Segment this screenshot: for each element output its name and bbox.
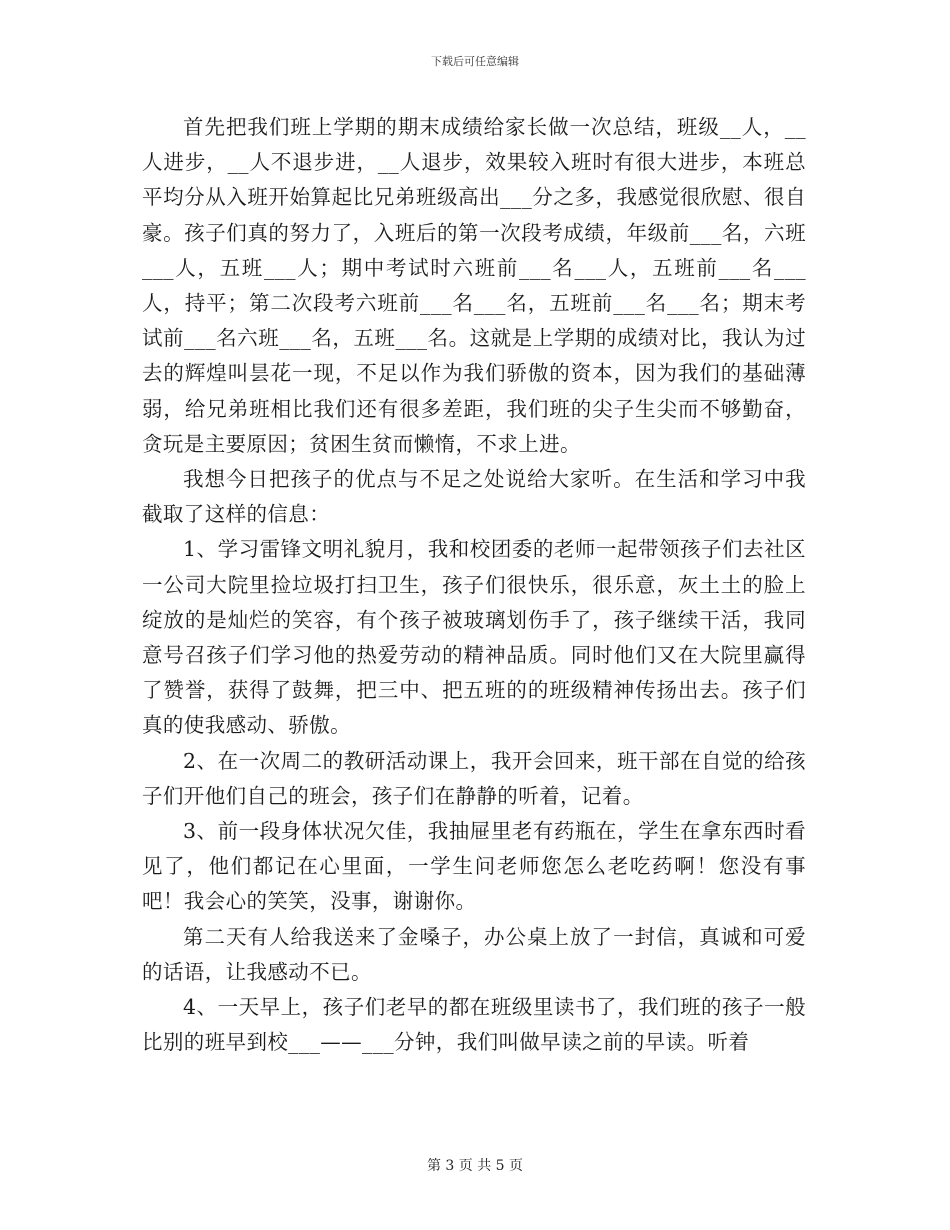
paragraph-item-4: 4、一天早上，孩子们老早的都在班级里读书了，我们班的孩子一般比别的班早到校___——___分钟，我们叫做早读之前的早读。听着 (142, 995, 806, 1055)
paragraph-item-1: 1、学习雷锋文明礼貌月，我和校团委的老师一起带领孩子们去社区一公司大院里捡垃圾打扫卫生，孩子们很快乐，很乐意，灰土土的脸上绽放的是灿烂的笑容，有个孩子被玻璃划伤手了，孩子继续干活，我同意号召孩子们学习他的热爱劳动的精神品质。同时他们又在大院里赢得了赞誉，获得了鼓舞，把三中、把五班的的班级精神传扬出去。孩子们真的使我感动、骄傲。 (142, 537, 806, 738)
paragraph-item-3: 3、前一段身体状况欠佳，我抽屉里老有药瓶在，学生在拿东西时看见了，他们都记在心里面，一学生问老师您怎么老吃药啊！您没有事吧！我会心的笑笑，没事，谢谢你。 (142, 819, 806, 914)
paragraph-next-day: 第二天有人给我送来了金嗓子，办公桌上放了一封信，真诚和可爱的话语，让我感动不已。 (142, 924, 806, 984)
paragraph-item-2: 2、在一次周二的教研活动课上，我开会回来，班干部在自觉的给孩子们开他们自己的班会，孩子们在静静的听着，记着。 (142, 748, 806, 808)
paragraph-grades-summary: 首先把我们班上学期的期末成绩给家长做一次总结，班级__人，__人进步，__人不退步进，__人退步，效果较入班时有很大进步，本班总平均分从入班开始算起比兄弟班级高出___分之多，我感觉很欣慰、很自豪。孩子们真的努力了，入班后的第一次段考成绩，年级前___名，六班___人，五班___人；期中考试时六班前___名___人，五班前___名___人，持平；第二次段考六班前___名___名，五班前___名___名；期末考试前___名六班___名，五班___名。这就是上学期的成绩对比，我认为过去的辉煌叫昙花一现，不足以作为我们骄傲的资本，因为我们的基础薄弱，给兄弟班相比我们还有很多差距，我们班的尖子生尖而不够勤奋，贪玩是主要原因；贫困生贫而懒惰，不求上进。 (142, 115, 806, 456)
paragraph-intro: 我想今日把孩子的优点与不足之处说给大家听。在生活和学习中我截取了这样的信息： (142, 467, 806, 527)
page-number-footer: 第 3 页 共 5 页 (426, 1158, 524, 1174)
document-body (142, 110, 806, 1060)
page-header-note: 下载后可任意编辑 (431, 55, 519, 68)
